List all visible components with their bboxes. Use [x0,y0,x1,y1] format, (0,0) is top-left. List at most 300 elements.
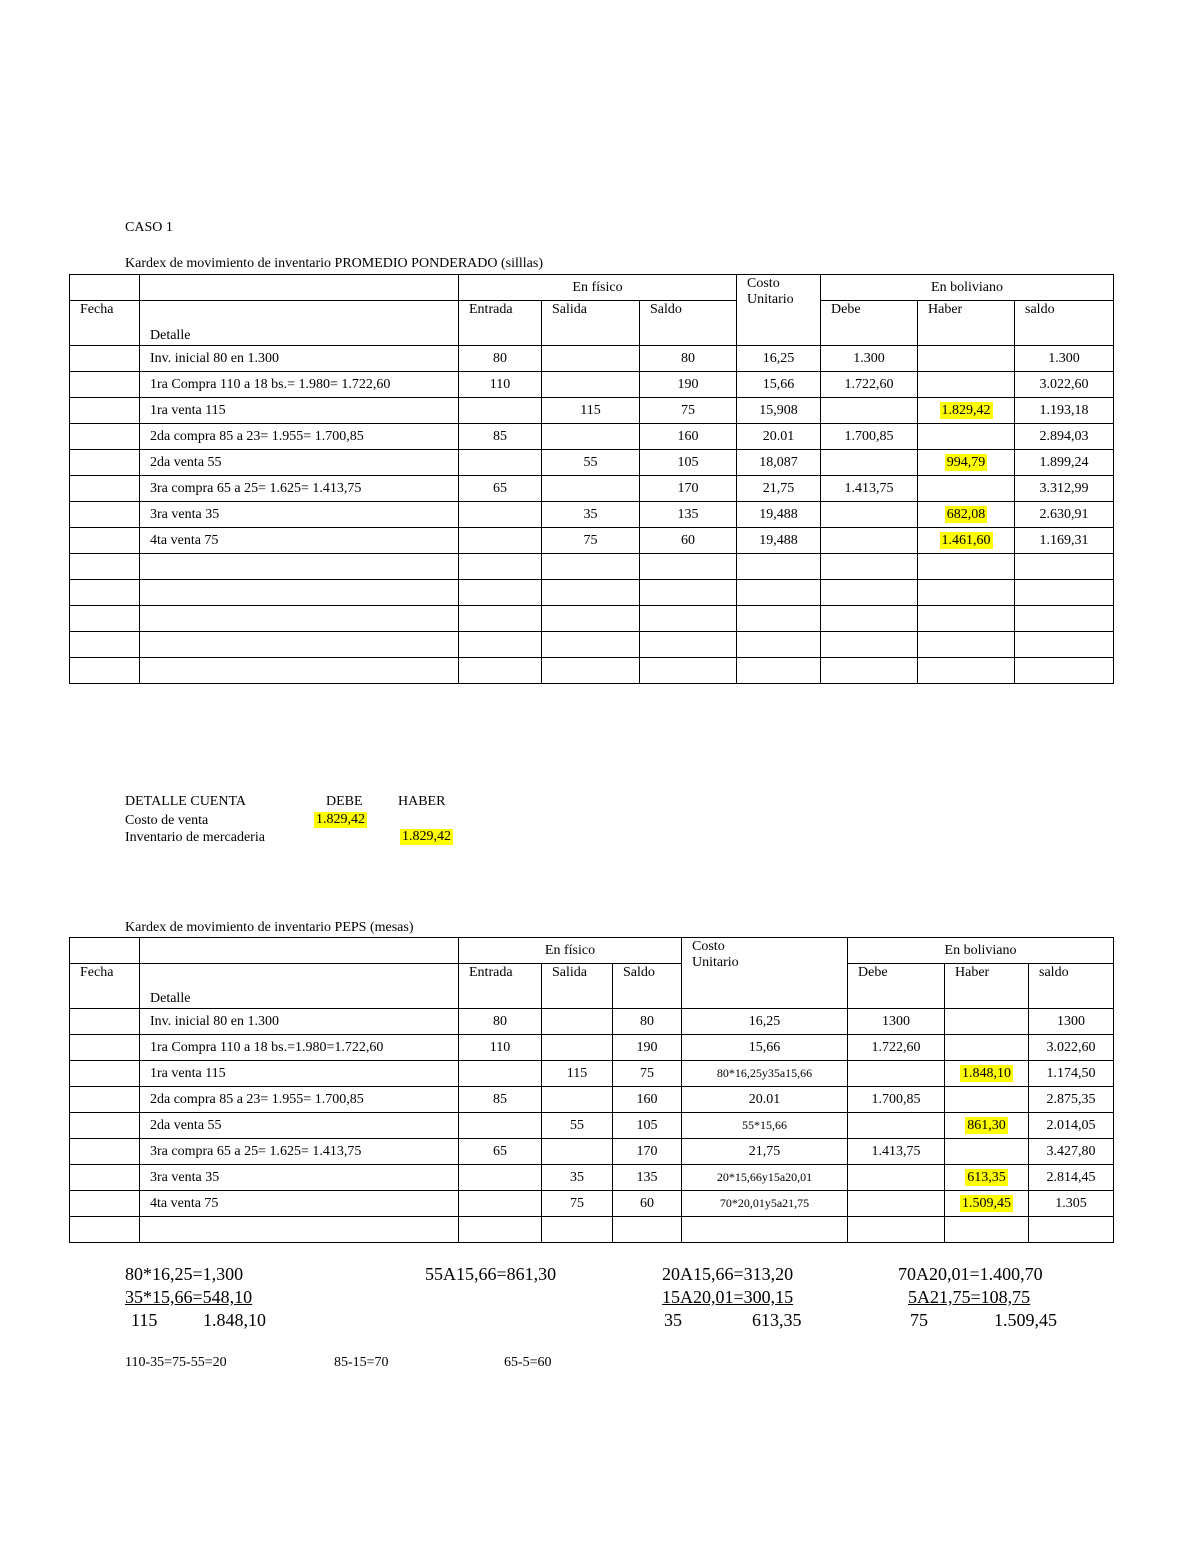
fecha-cell [70,632,140,658]
saldo-cell [640,580,737,606]
salida-cell-value: 55 [570,1117,584,1133]
table-row [70,450,1114,476]
haber-cell-value: 994,79 [946,454,986,470]
saldo-bs-cell [1029,1009,1114,1035]
fecha-cell [70,1113,140,1139]
costo-cell-value: 19,488 [759,506,798,522]
saldo-cell [640,502,737,528]
header-cell [140,938,459,964]
costo-cell [682,1165,848,1191]
salida-cell [542,1217,613,1243]
table-row [70,528,1114,554]
fecha-cell [70,398,140,424]
table-row [70,398,1114,424]
saldo-bs-cell-value: 1.193,18 [1039,402,1089,418]
costo-cell-value: 70*20,01y5a21,75 [719,1195,810,1210]
debe-cell [848,1009,945,1035]
saldo-cell-value: 75 [640,1065,654,1081]
debe-cell [821,528,918,554]
debe-cell-value: 1.413,75 [871,1143,921,1159]
salida-cell [542,424,640,450]
fecha-cell [70,606,140,632]
salida-cell [542,372,640,398]
detalle-cell [140,502,459,528]
salida-cell-value: 115 [566,1065,588,1081]
fecha-cell [70,372,140,398]
haber-cell-value: 1.848,10 [962,1065,1012,1081]
detalle-cell [140,658,459,684]
costo-cell [737,528,821,554]
entrada-cell [459,1009,542,1035]
salida-cell [542,1009,613,1035]
debe-cell [848,1113,945,1139]
fecha-cell [70,1061,140,1087]
salida-cell [542,502,640,528]
salida-cell [542,476,640,502]
saldo-cell [640,606,737,632]
detalle-cell [140,1061,459,1087]
haber-cell-value: 1.829,42 [941,402,991,418]
saldo-cell [640,346,737,372]
detalle-cell [140,398,459,424]
debe-cell-value: 1300 [882,1013,911,1029]
entrada-cell [459,1139,542,1165]
header-salida: Salida [542,301,640,346]
header-costo: Costo [747,276,780,291]
calc2-line1: 55A15,66=861,30 [425,1264,557,1284]
salida-cell [542,1165,613,1191]
saldo-bs-cell [1029,1087,1114,1113]
entrada-cell [459,606,542,632]
fecha-cell [70,580,140,606]
saldo-cell [613,1009,682,1035]
haber-cell [945,1165,1029,1191]
debe-cell-value: 1.722,60 [844,376,894,392]
header-detalle: Detalle [140,964,459,1009]
fecha-cell [70,1191,140,1217]
entrada-cell [459,632,542,658]
debe-cell [821,580,918,606]
detalle-cell-value: 1ra venta 115 [150,1065,226,1081]
saldo-bs-cell [1015,398,1114,424]
salida-cell [542,580,640,606]
header-cell [70,938,140,964]
calc1-line1: 80*16,25=1,300 [125,1264,244,1284]
haber-cell [945,1191,1029,1217]
debe-cell [821,632,918,658]
costo-cell-value: 21,75 [762,480,795,496]
table-row [70,1217,1114,1243]
costo-cell [737,632,821,658]
header-entrada: Entrada [459,964,542,1009]
haber-cell-value: 861,30 [967,1117,1006,1133]
saldo-cell-value: 160 [636,1091,658,1107]
saldo-cell-value: 190 [677,376,699,392]
salida-cell [542,398,640,424]
debe-cell [848,1191,945,1217]
salida-cell-value: 35 [583,506,598,522]
header-en-boliviano: En boliviano [848,938,1114,964]
calc4-total-amount: 1.509,45 [994,1310,1057,1330]
costo-cell-value: 15,908 [759,402,798,418]
journal-header-detalle: DETALLE CUENTA [125,794,247,809]
table-row [70,1139,1114,1165]
fecha-cell [70,1217,140,1243]
haber-cell [918,398,1015,424]
debe-cell [848,1139,945,1165]
haber-cell [918,658,1015,684]
header-en-boliviano: En boliviano [821,275,1114,301]
calc4-line1: 70A20,01=1.400,70 [898,1264,1043,1284]
kardex-table-promedio [69,274,1114,684]
salida-cell [542,554,640,580]
table-row [70,606,1114,632]
entrada-cell [459,424,542,450]
journal-header-debe: DEBE [326,794,363,809]
debe-cell [821,658,918,684]
header-haber: Haber [945,964,1029,1009]
saldo-bs-cell [1029,1217,1114,1243]
debe-cell [848,1087,945,1113]
table-row [70,632,1114,658]
detalle-cell-value: 3ra venta 35 [150,506,220,522]
header-saldo: Saldo [613,964,682,1009]
detalle-cell [140,580,459,606]
saldo-bs-cell [1015,632,1114,658]
salida-cell [542,1087,613,1113]
detalle-cell-value: Inv. inicial 80 en 1.300 [150,350,279,366]
saldo-bs-cell [1015,554,1114,580]
haber-cell [918,476,1015,502]
saldo-bs-cell [1015,606,1114,632]
haber-cell [918,528,1015,554]
salida-cell [542,528,640,554]
costo-cell [682,1087,848,1113]
salida-cell [542,346,640,372]
fecha-cell [70,450,140,476]
calc4-line2: 5A21,75=108,75 [908,1287,1031,1307]
saldo-bs-cell-value: 1.899,24 [1039,454,1089,470]
journal-row1-label: Costo de venta [125,813,209,828]
saldo-bs-cell [1029,1139,1114,1165]
saldo-bs-cell-value: 1300 [1057,1013,1086,1029]
detalle-cell [140,1165,459,1191]
saldo-cell [640,398,737,424]
detalle-cell [140,528,459,554]
costo-cell-value: 20.01 [748,1091,781,1107]
fecha-cell [70,658,140,684]
debe-cell [848,1217,945,1243]
saldo-cell-value: 170 [636,1143,658,1159]
costo-cell-value: 18,087 [759,454,798,470]
haber-cell [945,1087,1029,1113]
costo-cell-value: 15,66 [748,1039,781,1055]
detalle-cell [140,372,459,398]
haber-cell [918,424,1015,450]
debe-cell [848,1035,945,1061]
header-saldo: Saldo [640,301,737,346]
table-row [70,424,1114,450]
debe-cell [821,424,918,450]
costo-cell-value: 21,75 [748,1143,781,1159]
detalle-cell [140,632,459,658]
saldo-bs-cell-value: 2.875,35 [1046,1091,1096,1107]
saldo-cell [640,658,737,684]
salida-cell [542,632,640,658]
debe-cell [821,502,918,528]
detalle-cell-value: 2da compra 85 a 23= 1.955= 1.700,85 [150,428,364,444]
table1-title: Kardex de movimiento de inventario PROMEDIO PONDERADO (silllas) [125,256,543,271]
debe-cell [848,1061,945,1087]
saldo-cell [640,528,737,554]
header-saldo-bs: saldo [1029,964,1114,1009]
costo-cell-value: 20.01 [762,428,795,444]
costo-cell [737,450,821,476]
salida-cell [542,1139,613,1165]
saldo-bs-cell-value: 2.014,05 [1046,1117,1096,1133]
entrada-cell-value: 80 [493,350,507,366]
header-saldo-bs: saldo [1015,301,1114,346]
saldo-cell-value: 60 [681,532,695,548]
header-entrada: Entrada [459,301,542,346]
entrada-cell-value: 80 [493,1013,507,1029]
detalle-cell-value: 4ta venta 75 [150,532,219,548]
saldo-cell [640,476,737,502]
costo-cell [737,346,821,372]
table-row [70,658,1114,684]
table-row [70,580,1114,606]
detalle-cell [140,554,459,580]
fecha-cell [70,1087,140,1113]
haber-cell [945,1009,1029,1035]
entrada-cell [459,476,542,502]
costo-cell [737,502,821,528]
costo-cell [737,580,821,606]
detalle-cell [140,476,459,502]
entrada-cell [459,502,542,528]
header-haber: Haber [918,301,1015,346]
debe-cell-value: 1.300 [853,350,885,366]
saldo-cell-value: 80 [681,350,695,366]
balance-eq-1: 110-35=75-55=20 [125,1355,227,1370]
haber-cell [918,632,1015,658]
salida-cell [542,1191,613,1217]
table-row [70,1113,1114,1139]
saldo-cell-value: 105 [636,1117,658,1133]
costo-cell [737,554,821,580]
salida-cell [542,1061,613,1087]
debe-cell [821,476,918,502]
debe-cell [821,372,918,398]
costo-cell [737,398,821,424]
salida-cell-value: 35 [570,1169,584,1185]
saldo-cell [613,1113,682,1139]
costo-cell-value: 16,25 [748,1013,781,1029]
saldo-cell [613,1061,682,1087]
costo-cell [682,1035,848,1061]
journal-row2-haber: 1.829,42 [402,829,451,844]
costo-cell [737,658,821,684]
table-row [70,1165,1114,1191]
haber-cell [945,1139,1029,1165]
costo-cell-value: 19,488 [759,532,798,548]
saldo-cell [640,372,737,398]
costo-cell-value: 20*15,66y15a20,01 [716,1169,813,1184]
header-salida: Salida [542,964,613,1009]
detalle-cell [140,346,459,372]
debe-cell-value: 1.700,85 [871,1091,921,1107]
saldo-bs-cell [1029,1113,1114,1139]
table-row [70,1087,1114,1113]
header-unitario: Unitario [692,955,739,970]
haber-cell [918,580,1015,606]
saldo-cell [613,1087,682,1113]
calc3-line1: 20A15,66=313,20 [662,1264,794,1284]
detalle-cell [140,1035,459,1061]
saldo-bs-cell-value: 2.814,45 [1046,1169,1096,1185]
entrada-cell-value: 85 [493,1091,507,1107]
entrada-cell-value: 65 [493,480,507,496]
entrada-cell [459,1035,542,1061]
fecha-cell [70,502,140,528]
header-fecha: Fecha [70,301,140,346]
saldo-bs-cell [1029,1035,1114,1061]
haber-cell [945,1113,1029,1139]
table-row [70,346,1114,372]
saldo-cell-value: 190 [636,1039,658,1055]
detalle-cell-value: 2da venta 55 [150,1117,222,1133]
entrada-cell [459,658,542,684]
entrada-cell [459,450,542,476]
table-row [70,1009,1114,1035]
haber-cell-value: 1.461,60 [941,532,991,548]
saldo-bs-cell-value: 1.169,31 [1039,532,1089,548]
fecha-cell [70,1009,140,1035]
header-en-fisico: En físico [459,275,737,301]
detalle-cell-value: 4ta venta 75 [150,1195,219,1211]
entrada-cell [459,580,542,606]
saldo-cell-value: 135 [636,1169,658,1185]
detalle-cell [140,1087,459,1113]
detalle-cell-value: 2da venta 55 [150,454,222,470]
fecha-cell [70,1139,140,1165]
costo-cell [737,606,821,632]
journal-header-haber: HABER [398,794,446,809]
haber-cell-value: 613,35 [967,1169,1006,1185]
saldo-cell-value: 170 [677,480,699,496]
saldo-cell [613,1139,682,1165]
table-row [70,1061,1114,1087]
saldo-cell-value: 75 [681,402,695,418]
salida-cell [542,606,640,632]
entrada-cell [459,1217,542,1243]
header-costo-unitario [737,275,821,346]
detalle-cell-value: 3ra compra 65 a 25= 1.625= 1.413,75 [150,480,362,496]
saldo-bs-cell-value: 2.894,03 [1039,428,1089,444]
entrada-cell-value: 85 [493,428,507,444]
table-row [70,554,1114,580]
saldo-bs-cell-value: 3.427,80 [1046,1143,1096,1159]
saldo-cell [613,1165,682,1191]
costo-cell [682,1191,848,1217]
debe-cell [821,554,918,580]
balance-eq-2: 85-15=70 [334,1355,389,1370]
saldo-cell [640,554,737,580]
detalle-cell-value: 1ra venta 115 [150,402,226,418]
saldo-cell [640,424,737,450]
saldo-bs-cell [1015,502,1114,528]
table-row [70,476,1114,502]
salida-cell-value: 75 [583,532,598,548]
salida-cell-value: 75 [570,1195,584,1211]
header-debe: Debe [821,301,918,346]
header-debe: Debe [848,964,945,1009]
costo-cell [682,1061,848,1087]
calc1-total-qty: 115 [131,1310,158,1330]
debe-cell [821,606,918,632]
salida-cell [542,1035,613,1061]
debe-cell-value: 1.722,60 [871,1039,921,1055]
detalle-cell-value: Inv. inicial 80 en 1.300 [150,1013,279,1029]
saldo-bs-cell [1015,476,1114,502]
saldo-cell [613,1035,682,1061]
debe-cell-value: 1.700,85 [844,428,894,444]
header-unitario: Unitario [747,292,794,307]
entrada-cell [459,346,542,372]
header-costo: Costo [692,939,725,954]
saldo-cell [613,1191,682,1217]
fecha-cell [70,528,140,554]
entrada-cell [459,1087,542,1113]
balance-eq-3: 65-5=60 [504,1355,552,1370]
table-row [70,1191,1114,1217]
haber-cell [945,1217,1029,1243]
costo-cell [682,1009,848,1035]
saldo-cell-value: 135 [677,506,699,522]
saldo-bs-cell-value: 1.174,50 [1046,1065,1096,1081]
entrada-cell [459,1061,542,1087]
haber-cell [918,554,1015,580]
calc1-total-amount: 1.848,10 [203,1310,266,1330]
debe-cell [821,450,918,476]
salida-cell-value: 115 [580,402,601,418]
fecha-cell [70,346,140,372]
haber-cell [918,502,1015,528]
debe-cell [821,346,918,372]
saldo-cell [640,632,737,658]
journal-row2-label: Inventario de mercaderia [125,830,265,845]
saldo-bs-cell-value: 1.300 [1048,350,1080,366]
saldo-bs-cell [1029,1061,1114,1087]
salida-cell [542,658,640,684]
detalle-cell-value: 1ra Compra 110 a 18 bs.=1.980=1.722,60 [150,1039,384,1055]
saldo-bs-cell-value: 2.630,91 [1039,506,1089,522]
haber-cell [918,450,1015,476]
salida-cell-value: 55 [583,454,598,470]
costo-cell [682,1113,848,1139]
detalle-cell [140,1191,459,1217]
entrada-cell [459,554,542,580]
detalle-cell [140,450,459,476]
entrada-cell [459,528,542,554]
haber-cell [918,606,1015,632]
costo-cell-value: 80*16,25y35a15,66 [716,1065,813,1080]
debe-cell [821,398,918,424]
saldo-bs-cell-value: 3.022,60 [1039,376,1089,392]
fecha-cell [70,1035,140,1061]
header-detalle: Detalle [140,301,459,346]
detalle-cell-value: 2da compra 85 a 23= 1.955= 1.700,85 [150,1091,364,1107]
